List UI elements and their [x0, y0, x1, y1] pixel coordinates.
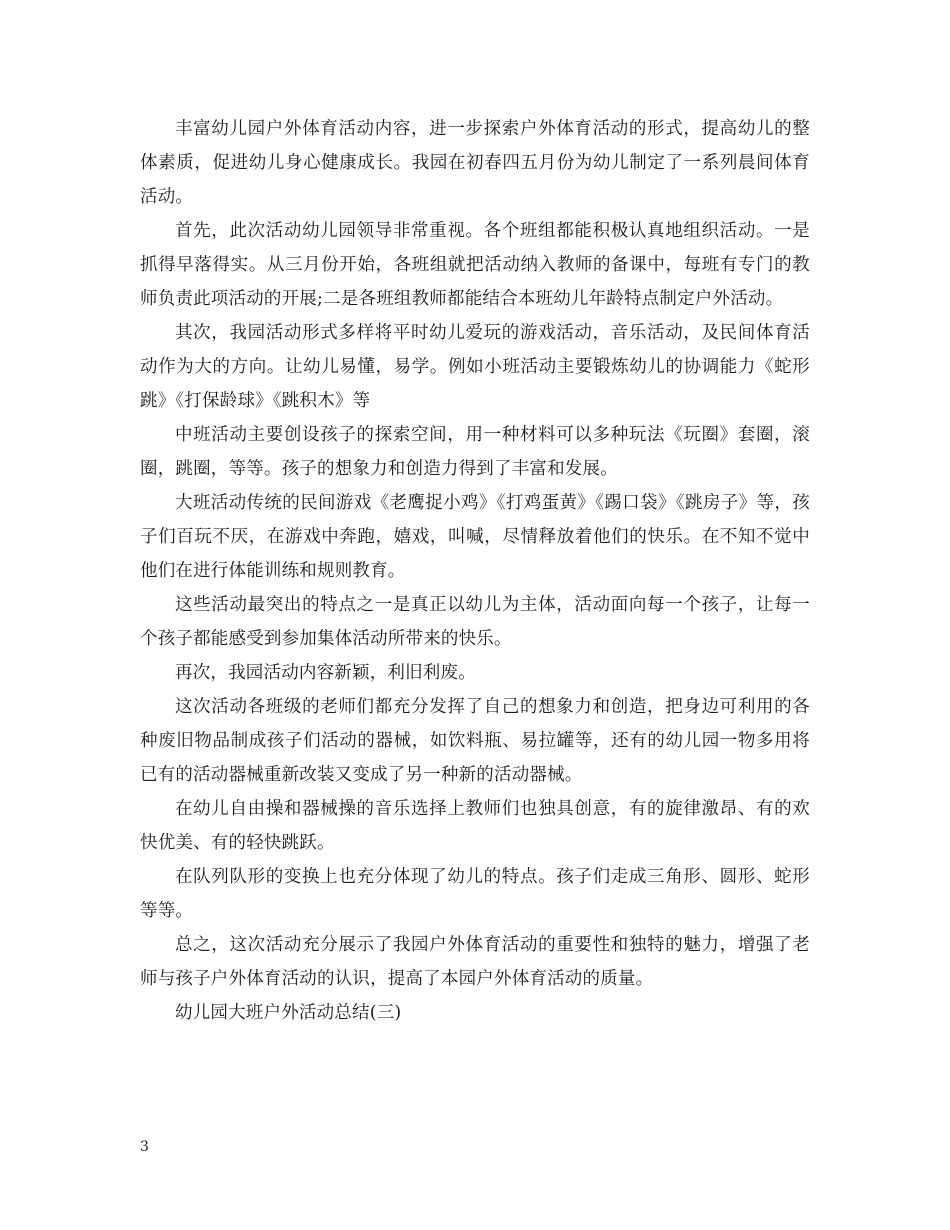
paragraph-10: 在队列队形的变换上也充分体现了幼儿的特点。孩子们走成三角形、圆形、蛇形等等。 [140, 867, 810, 921]
paragraph-11: 总之，这次活动充分展示了我园户外体育活动的重要性和独特的魅力，增强了老师与孩子户外体育活动的认识，提高了本园户外体育活动的质量。 [140, 935, 810, 989]
paragraph-3: 其次，我园活动形式多样将平时幼儿爱玩的游戏活动，音乐活动，及民间体育活动作为大的方向。让幼儿易懂，易学。例如小班活动主要锻炼幼儿的协调能力《蛇形跳》《打保龄球》《跳积木》等 [140, 323, 810, 411]
paragraph-8: 这次活动各班级的老师们都充分发挥了自己的想象力和创造，把身边可利用的各种废旧物品制成孩子们活动的器械，如饮料瓶、易拉罐等，还有的幼儿园一物多用将已有的活动器械重新改装又变成了另一种新的活动器械。 [140, 697, 810, 785]
paragraph-9: 在幼儿自由操和器械操的音乐选择上教师们也独具创意，有的旋律激昂、有的欢快优美、有的轻快跳跃。 [140, 799, 810, 853]
paragraph-4: 中班活动主要创设孩子的探索空间，用一种材料可以多种玩法《玩圈》套圈，滚圈，跳圈，等等。孩子的想象力和创造力得到了丰富和发展。 [140, 425, 810, 479]
paragraph-1: 丰富幼儿园户外体育活动内容，进一步探索户外体育活动的形式，提高幼儿的整体素质，促进幼儿身心健康成长。我园在初春四五月份为幼儿制定了一系列晨间体育活动。 [140, 119, 810, 207]
paragraph-6: 这些活动最突出的特点之一是真正以幼儿为主体，活动面向每一个孩子，让每一个孩子都能感受到参加集体活动所带来的快乐。 [140, 595, 810, 649]
paragraph-5: 大班活动传统的民间游戏《老鹰捉小鸡》《打鸡蛋黄》《踢口袋》《跳房子》等，孩子们百玩不厌，在游戏中奔跑，嬉戏，叫喊，尽情释放着他们的快乐。在不知不觉中他们在进行体能训练和规则教育。 [140, 493, 810, 581]
paragraph-7: 再次，我园活动内容新颖，利旧利废。 [175, 663, 476, 683]
section-heading: 幼儿园大班户外活动总结(三) [175, 1003, 402, 1023]
page-number: 3 [140, 1139, 149, 1155]
paragraph-2: 首先，此次活动幼儿园领导非常重视。各个班组都能积极认真地组织活动。一是抓得早落得实。从三月份开始，各班组就把活动纳入教师的备课中，每班有专门的教师负责此项活动的开展;二是各班组教师都能结合本班幼儿年龄特点制定户外活动。 [140, 221, 810, 309]
document-body [140, 112, 810, 1030]
